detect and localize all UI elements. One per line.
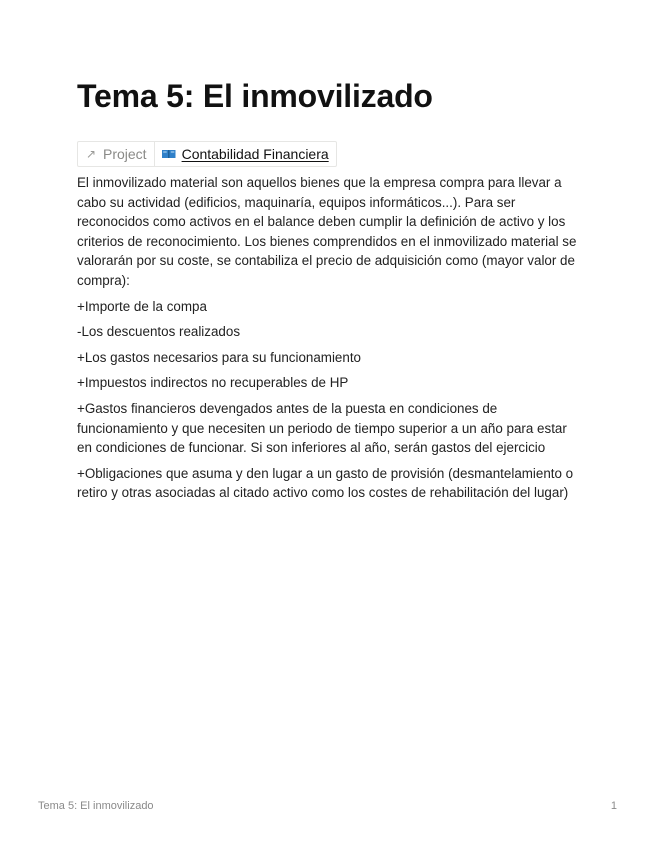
paragraph: El inmovilizado material son aquellos bienes que la empresa compra para llevar a cabo su actividad (edificios, maquinaría, equipos informáticos...). Para ser reconocidos como activos en el balance deben cumplir la definición de activo y los criterios de reconocimiento. Los bienes comprendidos en el inmovilizado material se valorarán por su coste, se contabiliza el precio de adquisición como (mayor valor de compra): xyxy=(77,175,577,288)
footer-title: Tema 5: El inmovilizado xyxy=(38,800,154,812)
document-body xyxy=(77,173,582,509)
page-number: 1 xyxy=(610,800,617,812)
paragraph: +Importe de la compa xyxy=(77,298,207,314)
property-row xyxy=(77,141,337,167)
book-icon xyxy=(162,149,176,159)
property-name xyxy=(78,142,155,166)
paragraph: +Los gastos necesarios para su funcionamiento xyxy=(77,349,361,365)
page-title: Tema 5: El inmovilizado xyxy=(77,78,433,114)
paragraph: +Impuestos indirectos no recuperables de HP xyxy=(77,375,349,391)
paragraph: -Los descuentos realizados xyxy=(77,324,241,340)
arrow-up-right-icon: ↗ xyxy=(86,147,97,161)
paragraph: +Obligaciones que asuma y den lugar a un gasto de provisión (desmantelamiento o retiro y otras asociadas al citado activo como los costes de rehabilitación del lugar) xyxy=(77,465,574,501)
property-name-label: Project xyxy=(103,146,147,162)
property-value xyxy=(155,142,336,166)
paragraph: +Gastos financieros devengados antes de la puesta en condiciones de funcionamiento y que necesiten un periodo de tiempo superior a un año para estar en condiciones de funcionar. Si son inferiores al año, serán gastos del ejercicio xyxy=(77,400,567,456)
project-link[interactable]: Contabilidad Financiera xyxy=(181,146,329,162)
